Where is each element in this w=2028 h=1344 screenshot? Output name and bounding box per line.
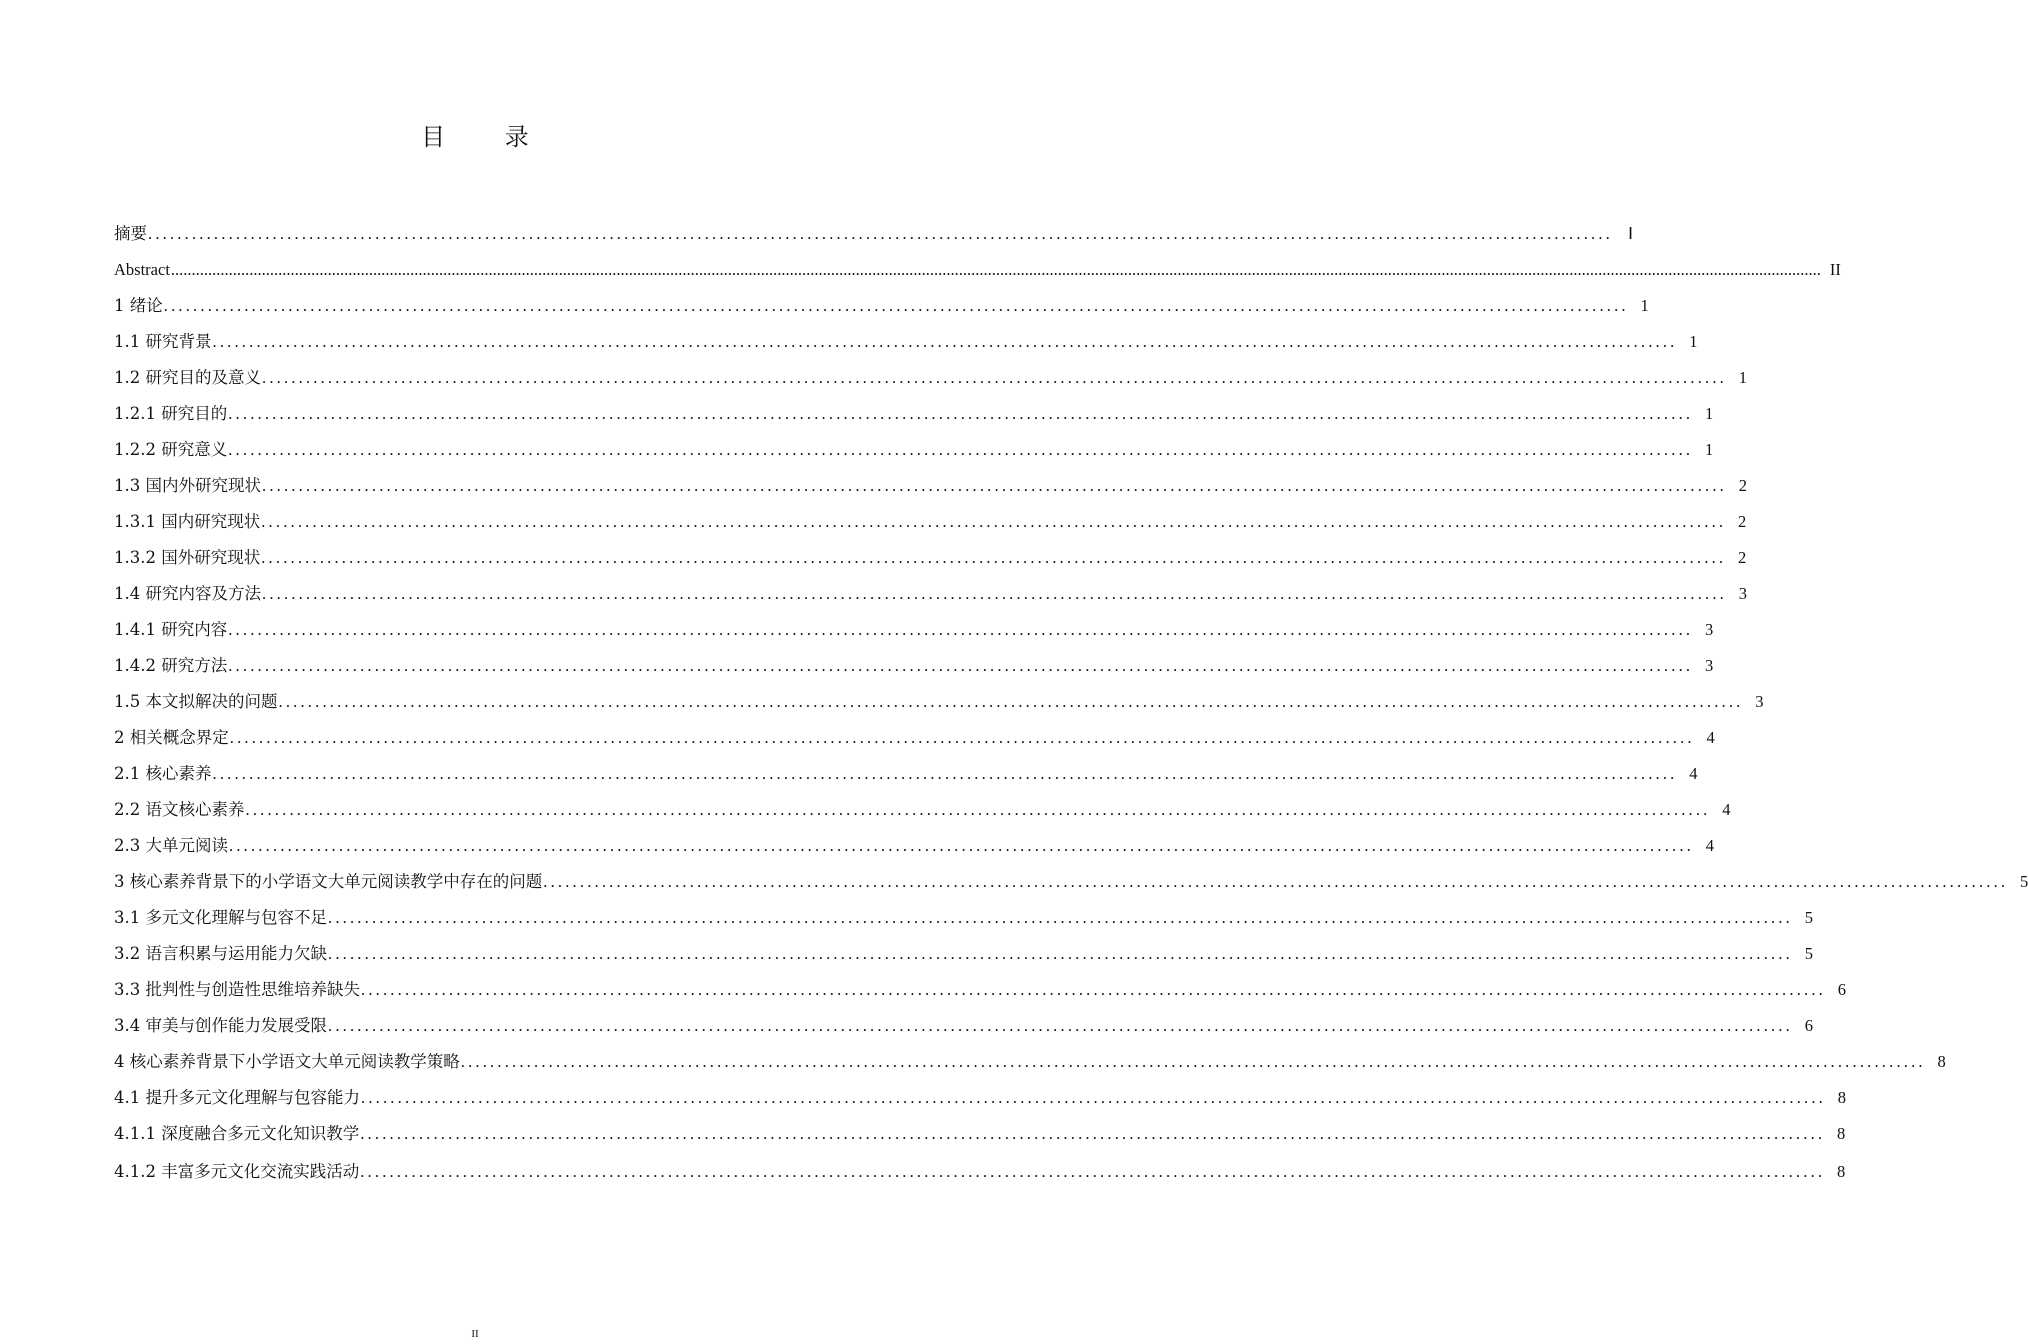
toc-leader-dots: ........................................................................................................................................................................................................ (228, 404, 1694, 423)
toc-leader-dots: ........................................................................................................................................................................................................ (328, 1016, 1793, 1035)
toc-entry-label: 3.4 审美与创作能力发展受限 (114, 1016, 327, 1035)
toc-entry-label: 4.1.1 深度融合多元文化知识教学 (114, 1124, 360, 1143)
toc-entry-page: 1 (1704, 440, 1714, 459)
toc-entry-page: 2 (1737, 548, 1747, 567)
toc-entry-label: Abstract (114, 260, 170, 279)
toc-entry-label: 1.2.1 研究目的 (114, 404, 228, 423)
toc-entry-label: 1.5 本文拟解决的问题 (114, 692, 278, 711)
toc-entry-label: 1.3 国内外研究现状 (114, 476, 261, 495)
toc-entry-label: 3.2 语言积累与运用能力欠缺 (114, 944, 327, 963)
toc-entry-page: 3 (1704, 656, 1714, 675)
toc-entry[interactable] (114, 532, 1747, 568)
toc-leader-dots: ........................................................................................................................................................................................................ (229, 728, 1695, 747)
toc-entry-page: 4 (1706, 728, 1715, 747)
toc-entry[interactable] (114, 1036, 1946, 1072)
toc-entry[interactable] (114, 280, 1649, 316)
toc-entry-label: 1.1 研究背景 (114, 332, 212, 351)
toc-leader-dots: ........................................................................................................................................................................................................ (229, 836, 1694, 855)
footer-page-number: II (471, 1328, 479, 1340)
toc-leader-dots: ........................................................................................................................................................................................................ (328, 944, 1793, 963)
toc-entry[interactable] (114, 1072, 1846, 1108)
toc-entry[interactable] (114, 424, 1714, 460)
toc-entry[interactable] (114, 352, 1747, 388)
toc-entry-page: 5 (2020, 872, 2028, 891)
toc-leader-dots: ........................................................................................................................................................................................................ (228, 656, 1694, 675)
toc-entry-label: 摘要 (114, 224, 147, 243)
toc-entry[interactable] (114, 820, 1714, 856)
toc-entry-page: 1 (1704, 404, 1714, 423)
toc-entry-label: 1.4.1 研究内容 (114, 620, 228, 639)
toc-entry[interactable] (114, 856, 2028, 892)
toc-leader-dots: ........................................................................................................................................................................................................ (262, 368, 1727, 387)
toc-entry-page: 1 (1689, 332, 1698, 351)
toc-leader-dots: ........................................................................................................................................................................................................ (261, 548, 1727, 567)
toc-entry-label: 2 相关概念界定 (114, 728, 229, 747)
toc-leader-dots: ........................................................................................................................................................................................................ (543, 872, 2009, 891)
toc-entry-page: 3 (1704, 620, 1714, 639)
toc-entry-label: 1.3.2 国外研究现状 (114, 548, 261, 567)
toc-entry-page: 5 (1804, 944, 1813, 963)
toc-leader-dots: ........................................................................................................................................................................................................ (228, 440, 1694, 459)
toc-entry[interactable] (114, 604, 1714, 640)
toc-entry-page: 8 (1837, 1088, 1846, 1107)
toc-entry-page: 8 (1836, 1124, 1846, 1143)
toc-entry-label: 2.3 大单元阅读 (114, 836, 228, 855)
toc-leader-dots: ........................................................................................................................................................................................................ (278, 692, 1744, 711)
toc-entry-label: 3 核心素养背景下的小学语文大单元阅读教学中存在的问题 (114, 872, 543, 891)
toc-entry-label: 1.2 研究目的及意义 (114, 368, 261, 387)
toc-entry[interactable] (114, 748, 1698, 784)
toc-leader-dots: ........................................................................................................................................................................................................ (360, 1162, 1826, 1181)
toc-entry-page: 4 (1722, 800, 1731, 819)
toc-entry-label: 1.3.1 国内研究现状 (114, 512, 261, 531)
toc-leader-dots: ........................................................................................................................................................................................................ (360, 1124, 1826, 1143)
toc-entry-label: 2.1 核心素养 (114, 764, 212, 783)
toc-leader-dots: ........................................................................................................................................................................................................ (262, 476, 1727, 495)
toc-entry[interactable] (114, 568, 1747, 604)
toc-leader-dots: ........................................................................................................................................................................................................ (163, 296, 1629, 315)
toc-leader-dots: ........................................................................................................................................................................................................ (245, 800, 1711, 819)
toc-entry[interactable] (114, 676, 1764, 712)
toc-entry[interactable] (114, 928, 1813, 964)
toc-entry[interactable] (114, 712, 1715, 748)
toc-entry-page: 4 (1689, 764, 1698, 783)
toc-entry-page: 1 (1640, 296, 1649, 315)
toc-leader-dots: ........................................................................................................................................................................................................ (361, 1088, 1826, 1107)
toc-entry-label: 1.4.2 研究方法 (114, 656, 228, 675)
toc-entry-page: Ⅰ (1628, 224, 1633, 243)
toc-entry-page: 8 (1836, 1162, 1846, 1181)
toc-entry[interactable] (114, 1000, 1813, 1036)
toc-leader-dots: ........................................................................................................................................................................................................ (328, 908, 1793, 927)
toc-entry[interactable] (114, 460, 1747, 496)
toc-leader-dots: ........................................................................................................................................................................................................ (261, 512, 1727, 531)
toc-leader-dots: ........................................................................................................................................................................................................ (212, 332, 1678, 351)
toc-entry[interactable] (114, 964, 1846, 1000)
toc-entry-label: 1 绪论 (114, 296, 163, 315)
toc-entry-page: 6 (1804, 1016, 1813, 1035)
toc-entry[interactable] (114, 208, 1633, 244)
toc-entry-page: 5 (1804, 908, 1813, 927)
toc-leader-dots: ........................................................................................................................................................................................................ (212, 764, 1678, 783)
toc-entry-page: 8 (1937, 1052, 1946, 1071)
toc-leader-dots: ........................................................................................................................................................................................................ (148, 224, 1613, 243)
toc-entry-label: 3.1 多元文化理解与包容不足 (114, 908, 327, 927)
toc-entry-label: 3.3 批判性与创造性思维培养缺失 (114, 980, 360, 999)
toc-entry-page: 6 (1837, 980, 1846, 999)
toc-entry[interactable] (114, 1144, 1846, 1182)
toc-entry-label: 4 核心素养背景下小学语文大单元阅读教学策略 (114, 1052, 460, 1071)
toc-entry[interactable] (114, 388, 1714, 424)
toc-entry[interactable] (114, 784, 1731, 820)
toc-leader-dots: ........................................................................................................................................................................................................ (228, 620, 1694, 639)
toc-entry-label: 2.2 语文核心素养 (114, 800, 245, 819)
toc-entry[interactable] (114, 244, 1841, 280)
toc-entry-page: 2 (1737, 512, 1747, 531)
toc-entry-label: 4.1.2 丰富多元文化交流实践活动 (114, 1162, 360, 1181)
toc-entry[interactable] (114, 316, 1698, 352)
toc-entry-page: II (1829, 260, 1841, 279)
toc-entry-label: 1.4 研究内容及方法 (114, 584, 261, 603)
toc-entry-page: 3 (1738, 584, 1747, 603)
toc-leader-dots: ........................................................................................................................................................................................................ (262, 584, 1727, 603)
toc-title: 目 录 (421, 123, 555, 151)
toc-leader-dots: ................................................................................................................................................................................................................................................................................................................................................................................................................ (170, 260, 1821, 279)
toc-entry[interactable] (114, 1108, 1846, 1144)
toc-entry-label: 4.1 提升多元文化理解与包容能力 (114, 1088, 360, 1107)
toc-entry-page: 1 (1738, 368, 1747, 387)
toc-entry[interactable] (114, 496, 1747, 532)
toc-entry-label: 1.2.2 研究意义 (114, 440, 228, 459)
toc-leader-dots: ........................................................................................................................................................................................................ (460, 1052, 1926, 1071)
toc-entry[interactable] (114, 640, 1714, 676)
toc-leader-dots: ........................................................................................................................................................................................................ (361, 980, 1826, 999)
toc-entry-page: 2 (1738, 476, 1747, 495)
toc-entry[interactable] (114, 892, 1813, 928)
toc-entry-page: 3 (1755, 692, 1764, 711)
table-of-contents (114, 208, 2028, 1182)
toc-entry-page: 4 (1705, 836, 1714, 855)
